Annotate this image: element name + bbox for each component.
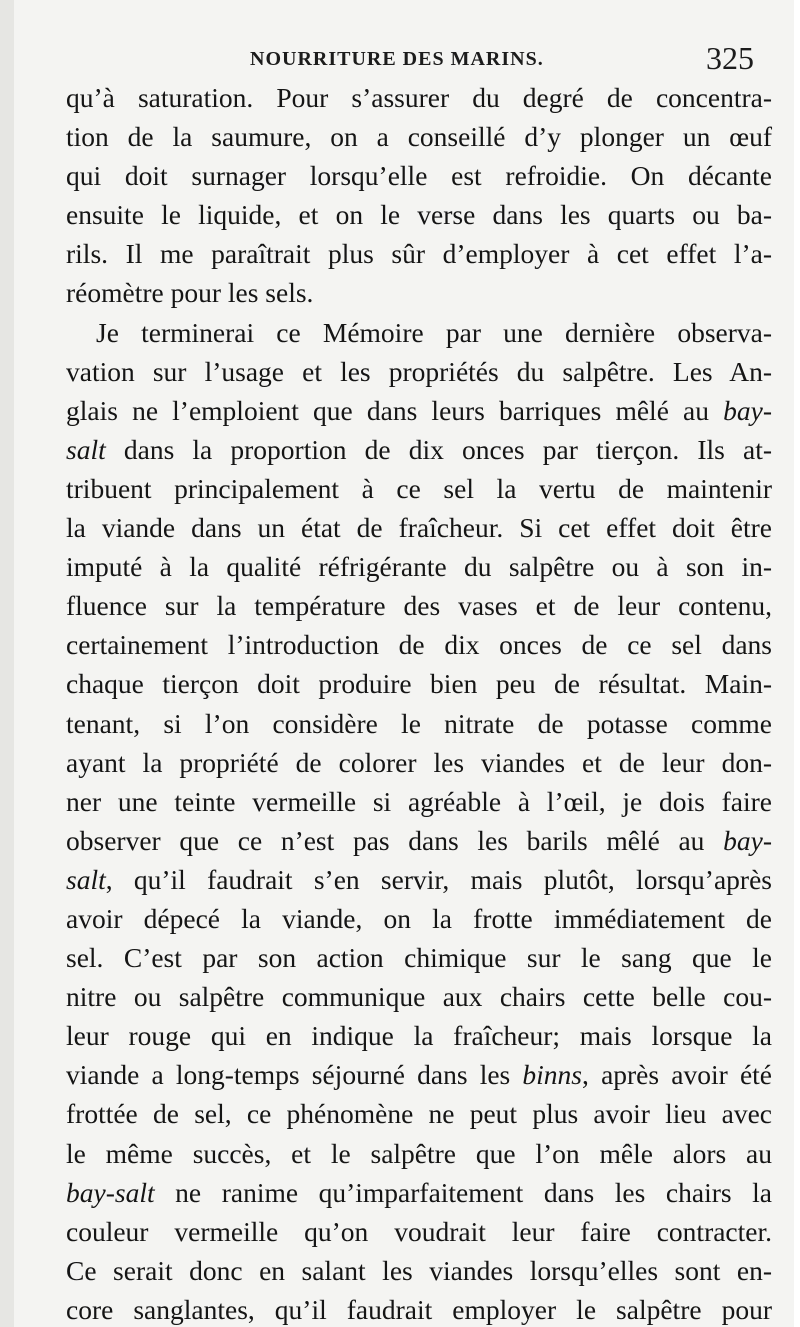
- text-line: [66, 1055, 772, 1094]
- text-line: [66, 586, 772, 625]
- text-segment: ner une teinte vermeille si agréable à l’œil, je dois faire: [66, 785, 772, 817]
- text-segment: Je terminerai ce Mémoire par une dernière observa-: [96, 316, 772, 348]
- text-segment: qui doit surnager lorsqu’elle est refroidie. On décante: [66, 160, 772, 192]
- text-line: [66, 117, 772, 156]
- text-line: [66, 273, 772, 312]
- text-segment: certainement l’introduction de dix onces de ce sel dans: [66, 629, 772, 661]
- italic-text: bay-: [723, 824, 772, 856]
- text-segment: tenant, si l’on considère le nitrate de potasse comme: [66, 707, 772, 739]
- text-segment: fluence sur la température des vases et de leur contenu,: [66, 590, 772, 622]
- text-segment: viande a long-temps séjourné dans les: [66, 1059, 523, 1091]
- text-segment: dans la proportion de dix onces par tierçon. Ils at-: [105, 433, 772, 465]
- text-line: [66, 195, 772, 234]
- text-segment: frottée de sel, ce phénomène ne peut plus avoir lieu avec: [66, 1098, 772, 1130]
- text-line: [66, 704, 772, 743]
- text-line: [66, 508, 772, 547]
- text-line: [66, 1251, 772, 1290]
- text-line: [66, 391, 772, 430]
- text-line: [66, 1173, 772, 1212]
- italic-text: salt: [66, 433, 106, 465]
- text-line: [66, 1134, 772, 1173]
- page-number: 325: [706, 40, 754, 76]
- text-segment: tribuent principalement à ce sel la vertu de maintenir: [66, 472, 772, 504]
- text-segment: vation sur l’usage et les propriétés du salpêtre. Les An-: [66, 355, 772, 387]
- text-line: [66, 977, 772, 1016]
- text-line: [66, 547, 772, 586]
- text-line: [66, 234, 772, 273]
- text-segment: ensuite le liquide, et on le verse dans les quarts ou ba-: [66, 199, 772, 231]
- text-segment: rils. Il me paraîtrait plus sûr d’employer à cet effet l’a-: [66, 238, 772, 270]
- text-segment: , qu’il faudrait s’en servir, mais plutôt, lorsqu’après: [105, 863, 772, 895]
- italic-text: salt: [66, 863, 106, 895]
- paragraph: [66, 78, 772, 313]
- body-text: [66, 78, 772, 1327]
- text-segment: nitre ou salpêtre communique aux chairs cette belle cou-: [66, 981, 772, 1013]
- text-segment: ne ranime qu’imparfaitement dans les chairs la: [154, 1176, 772, 1208]
- text-line: [66, 938, 772, 977]
- text-line: [66, 156, 772, 195]
- text-segment: le même succès, et le salpêtre que l’on mêle alors au: [66, 1137, 772, 1169]
- text-line: [66, 782, 772, 821]
- text-line: [66, 469, 772, 508]
- text-segment: qu’à saturation. Pour s’assurer du degré de concentra-: [66, 82, 772, 113]
- text-line: [66, 352, 772, 391]
- text-line: [66, 1016, 772, 1055]
- page-header: [50, 38, 754, 78]
- italic-text: bay-: [723, 394, 772, 426]
- running-head: NOURRITURE DES MARINS.: [250, 48, 544, 70]
- text-line: [66, 625, 772, 664]
- text-segment: core sanglantes, qu’il faudrait employer le salpêtre pour: [66, 1293, 772, 1325]
- text-line: [66, 664, 772, 703]
- text-segment: Ce serait donc en salant les viandes lorsqu’elles sont en-: [66, 1254, 772, 1286]
- text-line: [66, 430, 772, 469]
- italic-text: binns: [522, 1059, 583, 1091]
- text-segment: tion de la saumure, on a conseillé d’y plonger un œuf: [66, 121, 772, 153]
- text-segment: avoir dépecé la viande, on la frotte immédiatement de: [66, 902, 772, 934]
- text-line: [66, 821, 772, 860]
- text-line: [66, 899, 772, 938]
- text-segment: leur rouge qui en indique la fraîcheur; mais lorsque la: [66, 1020, 772, 1052]
- text-segment: glais ne l’emploient que dans leurs barriques mêlé au: [66, 394, 724, 426]
- text-segment: sel. C’est par son action chimique sur le sang que le: [66, 942, 772, 974]
- text-segment: imputé à la qualité réfrigérante du salpêtre ou à son in-: [66, 551, 772, 583]
- text-segment: réomètre pour les sels.: [66, 277, 314, 309]
- text-segment: ayant la propriété de colorer les viandes et de leur don-: [66, 746, 772, 778]
- text-line: [66, 1290, 772, 1327]
- text-line: [66, 1212, 772, 1251]
- paragraph: [66, 313, 772, 1327]
- text-segment: observer que ce n’est pas dans les barils mêlé au: [66, 824, 724, 856]
- text-line: [66, 743, 772, 782]
- text-segment: , après avoir été: [582, 1059, 772, 1091]
- text-segment: la viande dans un état de fraîcheur. Si cet effet doit être: [66, 512, 772, 544]
- text-line: [66, 78, 772, 117]
- text-line: [66, 1094, 772, 1133]
- text-segment: couleur vermeille qu’on voudrait leur faire contracter.: [66, 1215, 772, 1247]
- text-line: [66, 313, 772, 352]
- text-line: [66, 860, 772, 899]
- italic-text: bay-salt: [66, 1176, 155, 1208]
- text-segment: chaque tierçon doit produire bien peu de résultat. Main-: [66, 668, 772, 700]
